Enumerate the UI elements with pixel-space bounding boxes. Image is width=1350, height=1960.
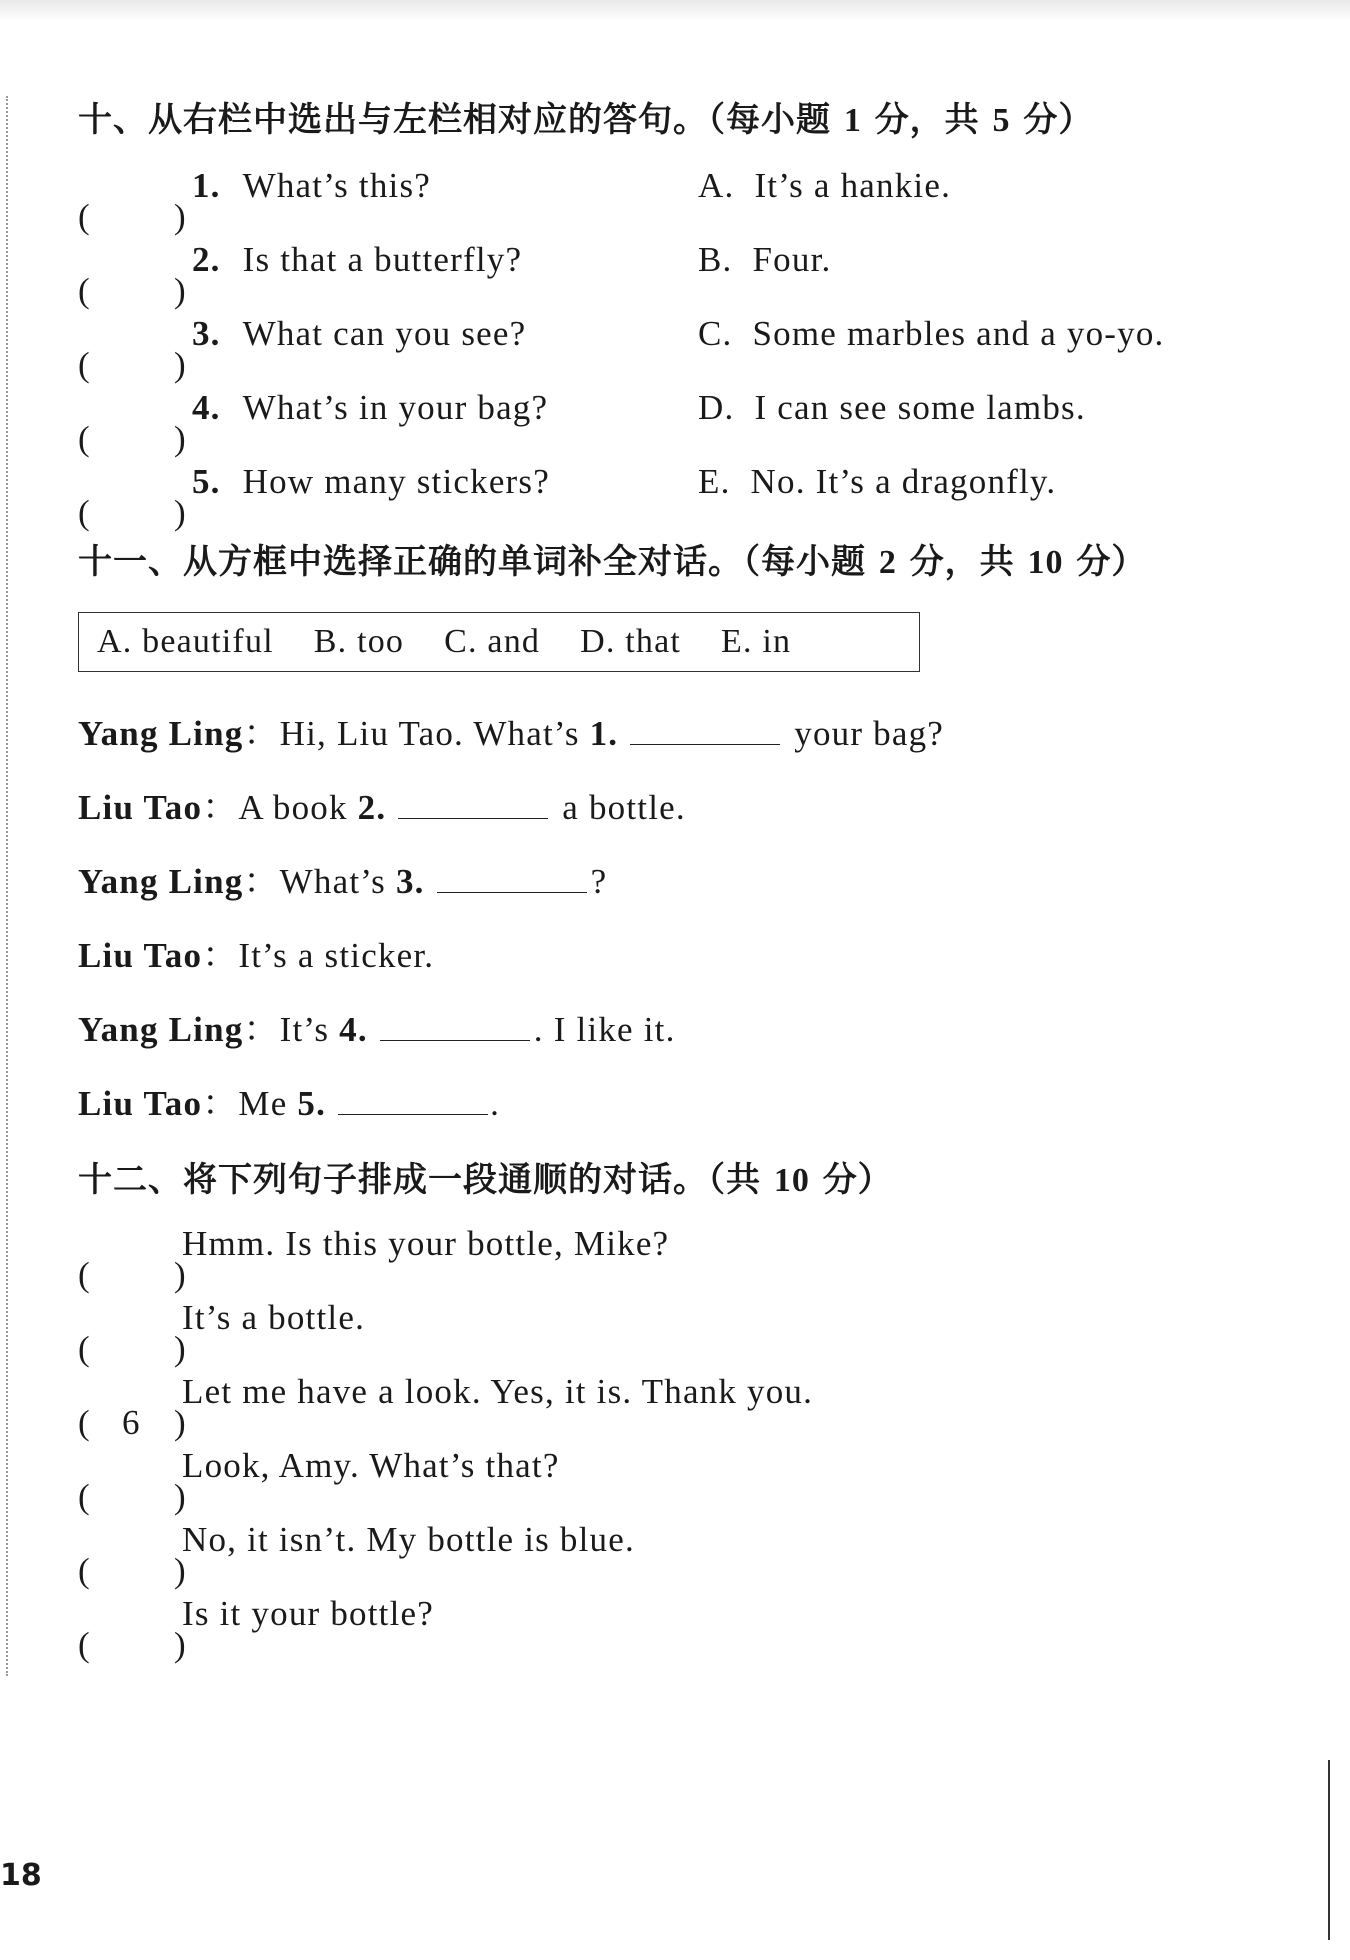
word-option: C. and: [444, 623, 541, 660]
ordering-item: ( ) Is it your bottle?: [78, 1594, 434, 1664]
dialogue-line: Yang Ling：Hi, Liu Tao. What’s 1. your bag?: [78, 714, 945, 753]
matching-question: ( ) 1. What’s this?: [78, 166, 432, 236]
dialogue-line: Yang Ling：What’s 3. ?: [78, 862, 608, 901]
binding-margin-rule: [6, 96, 8, 1676]
section-10-title: 十、从右栏中选出与左栏相对应的答句。（每小题 1 分，共 5 分）: [78, 100, 1094, 140]
ordering-item: ( ) Hmm. Is this your bottle, Mike?: [78, 1224, 670, 1294]
dialogue-line: Yang Ling：It’s 4. . I like it.: [78, 1010, 676, 1049]
matching-question: ( ) 2. Is that a butterfly?: [78, 240, 523, 310]
ordering-item: ( ) No, it isn’t. My bottle is blue.: [78, 1520, 635, 1590]
word-option: E. in: [721, 623, 792, 660]
matching-question: ( ) 4. What’s in your bag?: [78, 388, 549, 458]
fill-blank[interactable]: [398, 788, 548, 819]
fill-blank[interactable]: [380, 1010, 530, 1041]
section-12-title: 十二、将下列句子排成一段通顺的对话。（共 10 分）: [78, 1160, 893, 1200]
page-edge-rule: [1328, 1760, 1330, 1940]
page-number: 18: [0, 1858, 42, 1893]
matching-option: B. Four.: [698, 240, 832, 279]
dialogue-line: Liu Tao：Me 5. .: [78, 1084, 501, 1123]
matching-option: C. Some marbles and a yo-yo.: [698, 314, 1165, 353]
matching-question: ( ) 5. How many stickers?: [78, 462, 550, 532]
dialogue-line: Liu Tao：A book 2. a bottle.: [78, 788, 686, 827]
word-bank-box: [78, 612, 920, 672]
word-option: A. beautiful: [97, 623, 274, 660]
ordering-item: ( ) Look, Amy. What’s that?: [78, 1446, 560, 1516]
fill-blank[interactable]: [437, 862, 587, 893]
ordering-item: ( ) It’s a bottle.: [78, 1298, 366, 1368]
matching-question: ( ) 3. What can you see?: [78, 314, 527, 384]
section-11-title: 十一、从方框中选择正确的单词补全对话。（每小题 2 分，共 10 分）: [78, 542, 1147, 582]
matching-option: A. It’s a hankie.: [698, 166, 952, 205]
fill-blank[interactable]: [630, 714, 780, 745]
word-option: D. that: [580, 623, 682, 660]
fill-blank[interactable]: [338, 1084, 488, 1115]
dialogue-line: Liu Tao：It’s a sticker.: [78, 936, 435, 975]
word-option: B. too: [313, 623, 405, 660]
matching-option: E. No. It’s a dragonfly.: [698, 462, 1057, 501]
matching-option: D. I can see some lambs.: [698, 388, 1086, 427]
scan-top-shade: [0, 0, 1350, 22]
ordering-item: ( 6 ) Let me have a look. Yes, it is. Thank you.: [78, 1372, 814, 1442]
